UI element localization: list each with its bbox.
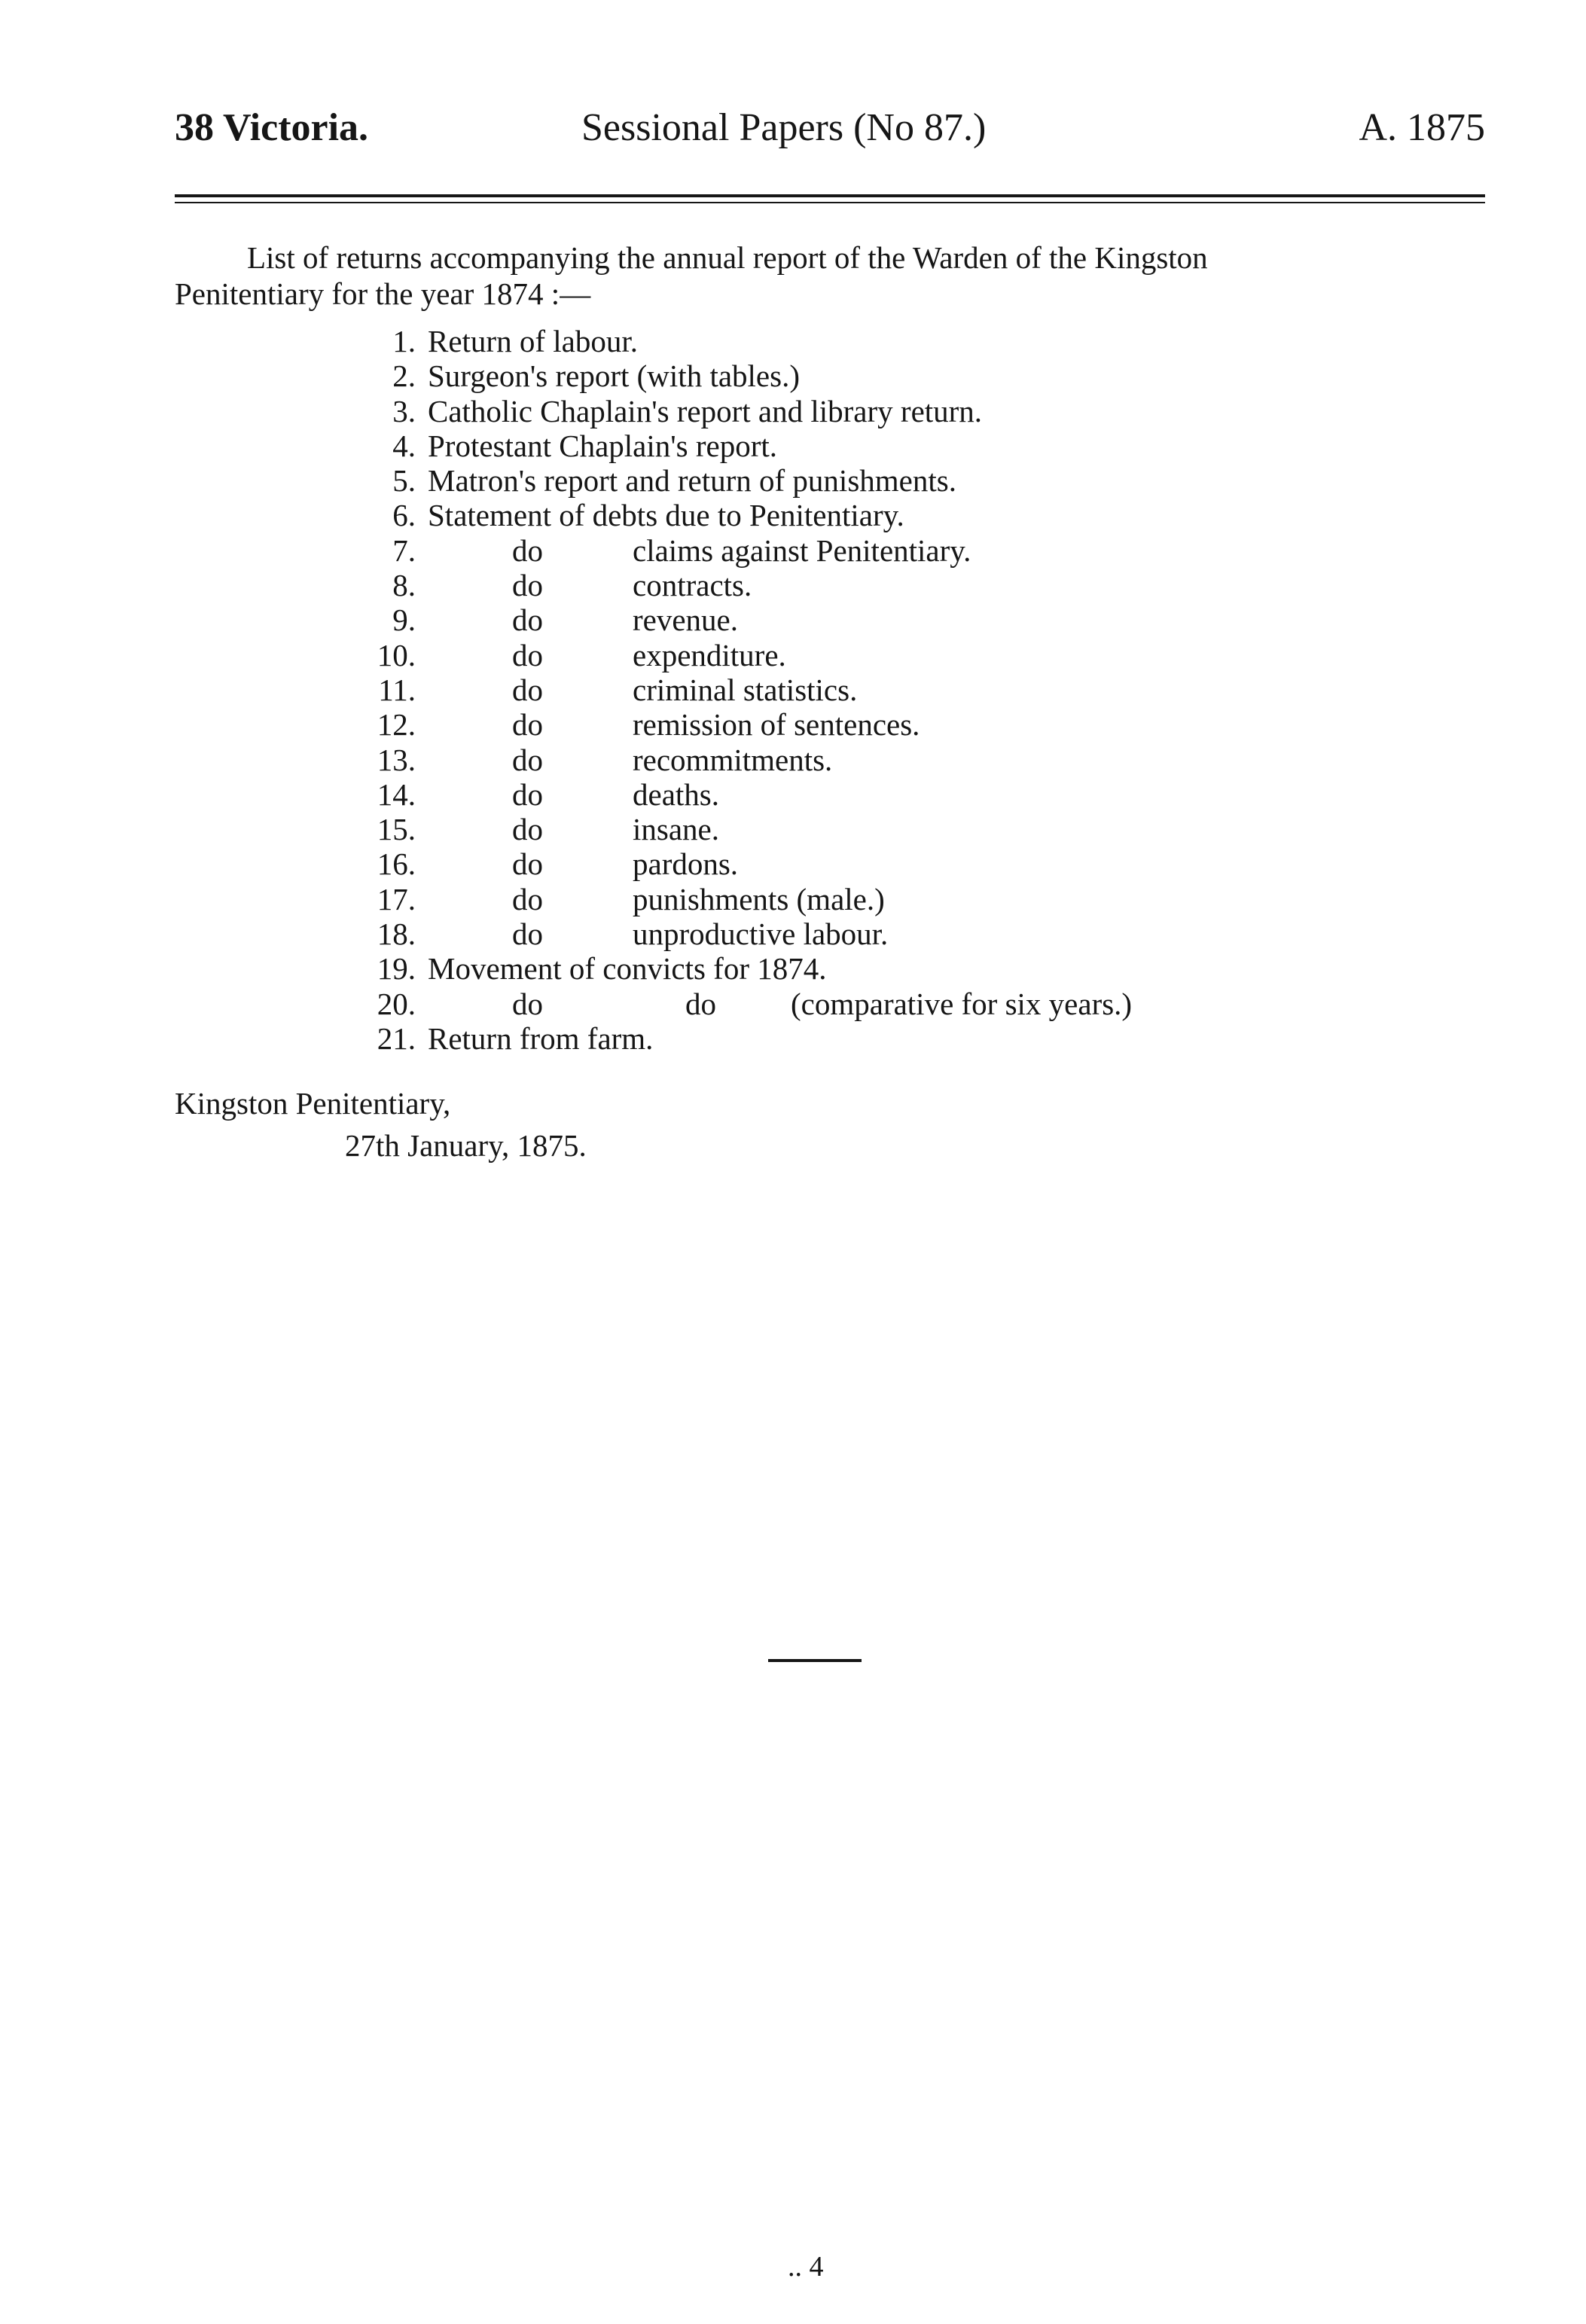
list-item (354, 987, 1408, 1021)
list-item (354, 394, 1408, 429)
item-subject: contracts. (633, 568, 752, 603)
item-number: 1. (392, 324, 416, 358)
item-subject: unproductive labour. (633, 916, 889, 952)
list-item (354, 358, 1408, 393)
item-text: Protestant Chaplain's report. (428, 428, 777, 463)
item-ditto: do (512, 916, 543, 952)
list-item (354, 638, 1408, 672)
item-ditto: do (512, 986, 543, 1021)
item-text: Return of labour. (428, 324, 638, 358)
item-number: 13. (377, 742, 416, 777)
item-number: 19. (377, 951, 416, 987)
item-number: 16. (377, 846, 416, 882)
item-number: 11. (378, 672, 416, 707)
item-text: Statement of debts due to Penitentiary. (428, 498, 904, 533)
item-number: 6. (392, 498, 416, 533)
item-subject: recommitments. (633, 742, 833, 777)
item-subject: deaths. (633, 776, 719, 812)
item-ditto: do (512, 742, 543, 777)
item-subject: insane. (633, 812, 719, 847)
returns-list (354, 324, 1408, 1056)
list-item (354, 777, 1408, 812)
item-ditto: do (512, 568, 543, 603)
item-number: 5. (392, 463, 416, 499)
item-number: 12. (377, 707, 416, 743)
header-year: A. 1875 (1359, 106, 1485, 149)
item-text: Catholic Chaplain's report and library return. (428, 393, 983, 429)
item-number: 3. (392, 393, 416, 429)
list-item (354, 602, 1408, 637)
item-subject: punishments (male.) (633, 881, 885, 916)
list-item (354, 568, 1408, 602)
list-item (354, 498, 1408, 532)
item-subject: claims against Penitentiary. (633, 532, 971, 568)
item-ditto: do (512, 881, 543, 916)
list-item (354, 743, 1408, 777)
header-session: 38 Victoria. (175, 106, 369, 149)
item-subject: criminal statistics. (633, 672, 858, 707)
list-item (354, 429, 1408, 463)
item-text: Matron's report and return of punishments. (428, 463, 956, 499)
intro-line-1: List of returns accompanying the annual report of the Warden of the Kingston (247, 240, 1208, 275)
page-folio: .. 4 (788, 2251, 824, 2283)
list-item (354, 882, 1408, 916)
item-number: 14. (377, 776, 416, 812)
list-item (354, 672, 1408, 707)
intro-line-2: Penitentiary for the year 1874 :— (175, 276, 591, 311)
list-item (354, 1021, 1408, 1056)
item-ditto: do (512, 846, 543, 882)
item-text: Return from farm. (428, 1020, 654, 1056)
list-item (354, 916, 1408, 951)
item-number: 17. (377, 881, 416, 916)
list-item (354, 707, 1408, 742)
item-ditto: do (512, 532, 543, 568)
list-item (354, 463, 1408, 498)
signoff-date: 27th January, 1875. (345, 1128, 587, 1163)
item-number: 9. (392, 602, 416, 638)
list-item (354, 951, 1408, 986)
intro-paragraph (175, 239, 1485, 312)
item-ditto: do (512, 602, 543, 638)
item-ditto: do (512, 776, 543, 812)
item-number: 21. (377, 1020, 416, 1056)
list-item (354, 324, 1408, 358)
item-ditto: do (512, 812, 543, 847)
header-double-rule (175, 194, 1485, 203)
item-subject: remission of sentences. (633, 707, 920, 743)
running-header (175, 105, 1485, 158)
item-ditto: do (512, 672, 543, 707)
item-subject: pardons. (633, 846, 739, 882)
signoff-place: Kingston Penitentiary, (175, 1086, 451, 1121)
item-number: 10. (377, 637, 416, 672)
item-number: 7. (392, 532, 416, 568)
closing-rule (768, 1659, 862, 1662)
item-number: 8. (392, 568, 416, 603)
item-text: Surgeon's report (with tables.) (428, 358, 800, 394)
item-ditto: do (512, 707, 543, 743)
item-number: 15. (377, 812, 416, 847)
item-number: 20. (377, 986, 416, 1021)
header-paper-number: Sessional Papers (No 87.) (581, 106, 987, 149)
item-text: Movement of convicts for 1874. (428, 951, 827, 987)
item-subject: expenditure. (633, 637, 786, 672)
item-subject: revenue. (633, 602, 738, 638)
item-number: 18. (377, 916, 416, 952)
item-number: 4. (392, 428, 416, 463)
item-ditto: do (512, 637, 543, 672)
list-item (354, 846, 1408, 881)
list-item (354, 812, 1408, 846)
list-item (354, 533, 1408, 568)
item-ditto-second: do (685, 986, 716, 1021)
item-number: 2. (392, 358, 416, 394)
item-note: (comparative for six years.) (791, 986, 1133, 1021)
